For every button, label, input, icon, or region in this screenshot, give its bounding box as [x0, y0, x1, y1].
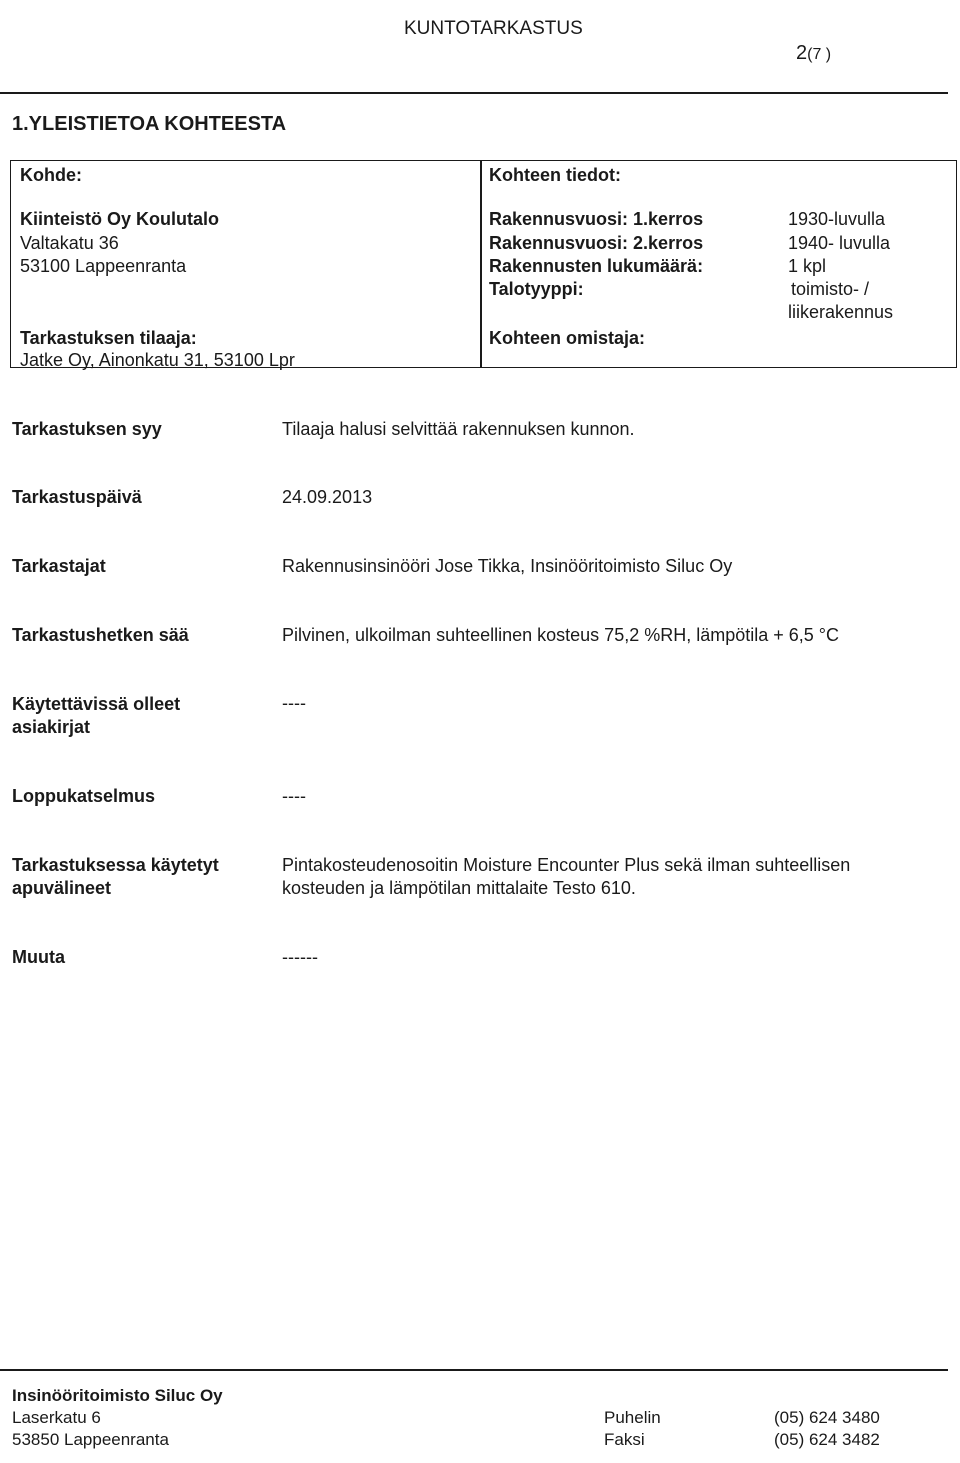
footer-company: Insinööritoimisto Siluc Oy	[12, 1386, 223, 1405]
property-street: Valtakatu 36	[20, 233, 119, 253]
weather-value: Pilvinen, ulkoilman suhteellinen kosteus 75,2 %RH, lämpötila + 6,5 °C	[282, 625, 839, 645]
page-number	[796, 42, 831, 65]
final-review-label: Loppukatselmus	[12, 786, 156, 806]
tools-label-line2: apuvälineet	[12, 878, 112, 898]
building-count-value: 1 kpl	[788, 256, 827, 276]
inspectors-label: Tarkastajat	[12, 556, 106, 576]
documents-label-line1: Käytettävissä olleet	[12, 694, 181, 714]
build-year-1-value: 1930-luvulla	[788, 209, 886, 229]
building-type-value-line2: liikerakennus	[788, 302, 894, 322]
property-postal: 53100 Lappeenranta	[20, 256, 187, 276]
footer-phone-value: (05) 624 3480	[774, 1408, 880, 1427]
document-title: KUNTOTARKASTUS	[404, 18, 583, 39]
property-info-box	[10, 160, 957, 368]
footer-rule	[0, 1369, 948, 1371]
reason-label: Tarkastuksen syy	[12, 419, 162, 439]
tools-label-line1: Tarkastuksessa käytetyt	[12, 855, 219, 875]
date-label: Tarkastuspäivä	[12, 487, 142, 507]
weather-label: Tarkastushetken sää	[12, 625, 189, 645]
info-box-divider	[480, 161, 482, 367]
reason-value: Tilaaja halusi selvittää rakennuksen kunnon.	[282, 419, 635, 439]
other-value: ------	[282, 947, 318, 967]
build-year-2-label: Rakennusvuosi: 2.kerros	[489, 233, 704, 253]
property-name: Kiinteistö Oy Koulutalo	[20, 209, 220, 229]
page-current: 2	[796, 42, 808, 64]
build-year-2-value: 1940- luvulla	[788, 233, 891, 253]
header-rule	[0, 92, 948, 94]
footer-phone-label: Puhelin	[604, 1408, 661, 1427]
client-value: Jatke Oy, Ainonkatu 31, 53100 Lpr	[20, 350, 295, 370]
target-label: Kohde:	[20, 165, 82, 185]
footer-fax-label: Faksi	[604, 1430, 645, 1449]
building-count-label: Rakennusten lukumäärä:	[489, 256, 704, 276]
section-title: 1.YLEISTIETOA KOHTEESTA	[12, 113, 287, 135]
building-type-label: Talotyyppi:	[489, 279, 584, 299]
building-type-value: toimisto- /	[791, 279, 870, 299]
page-total: (7 )	[807, 46, 832, 63]
final-review-value: ----	[282, 786, 306, 806]
tools-value-line2: kosteuden ja lämpötilan mittalaite Testo 610.	[282, 878, 636, 898]
inspectors-value: Rakennusinsinööri Jose Tikka, Insinööritoimisto Siluc Oy	[282, 556, 733, 576]
documents-label	[12, 693, 180, 739]
footer-city: 53850 Lappeenranta	[12, 1430, 169, 1449]
footer-fax-value: (05) 624 3482	[774, 1430, 880, 1449]
tools-label	[12, 854, 219, 900]
tools-value-line1: Pintakosteudenosoitin Moisture Encounter Plus sekä ilman suhteellisen	[282, 855, 851, 875]
build-year-1-label: Rakennusvuosi: 1.kerros	[489, 209, 704, 229]
tools-value	[282, 854, 850, 900]
client-label: Tarkastuksen tilaaja:	[20, 328, 197, 348]
property-details-heading: Kohteen tiedot:	[489, 165, 621, 185]
owner-label: Kohteen omistaja:	[489, 328, 646, 348]
footer-street: Laserkatu 6	[12, 1408, 101, 1427]
date-value: 24.09.2013	[282, 487, 373, 507]
documents-value: ----	[282, 693, 306, 713]
other-label: Muuta	[12, 947, 65, 967]
documents-label-line2: asiakirjat	[12, 717, 91, 737]
